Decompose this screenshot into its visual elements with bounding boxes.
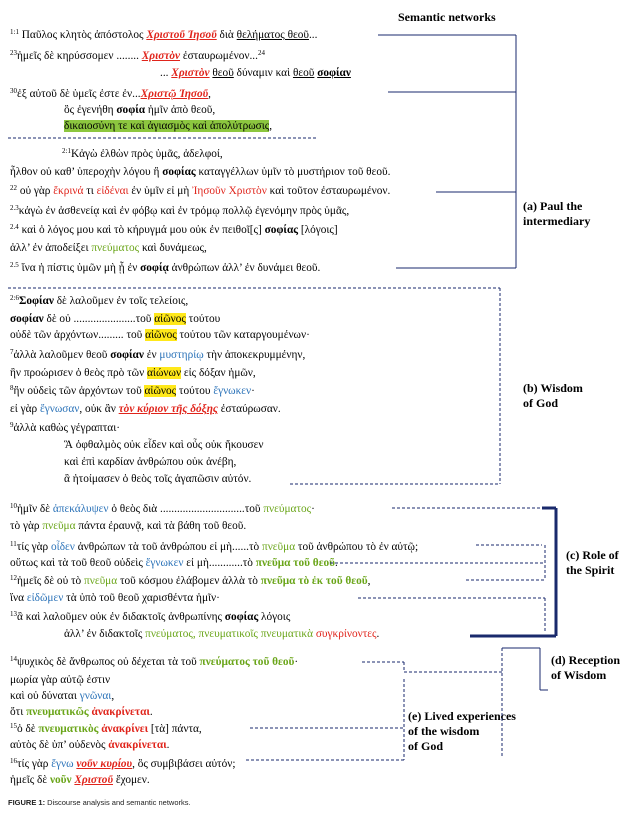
text-line: $^{15}$ὁ δὲ πνευματικὸς ἀνακρίνει [τὰ] πάντα, — [10, 722, 202, 735]
text-line: $^{2.3}$κἀγὼ ἐν ἀσθενείᾳ καὶ ἐν φόβῳ καὶ ἐν τρόμῳ πολλῷ ἐγενόμην πρὸς ὑμᾶς, — [10, 204, 350, 217]
text-line: αὐτὸς δὲ ὑπ’ οὐδενὸς ἀνακρίνεται. — [10, 739, 170, 751]
text-line: Ἃ ὀφθαλμὸς οὐκ εἶδεν καὶ οὖς οὐκ ἤκουσεν — [64, 439, 264, 451]
text-line: $^{22}$ οὐ γὰρ ἔκρινά τι εἰδέναι ἐν ὑμῖν εἰ μὴ Ἰησοῦν Χριστὸν καὶ τοῦτον ἐσταυρωμένον. — [10, 184, 391, 197]
text-line: $^{2.4}$ καὶ ὁ λόγος μου καὶ τὸ κήρυγμά μου οὐκ ἐν πειθοῖ[ς] σοφίας [λόγοις] — [10, 223, 338, 236]
label-wisdom-of-god: (b) Wisdom of God — [523, 381, 583, 410]
text-line: $^{30}$ἐξ αὐτοῦ δὲ ὑμεῖς ἐστε ἐν...Χριστῷ Ἰησοῦ, — [10, 87, 211, 100]
text-line: $^{2.5}$ ἵνα ἡ πίστις ὑμῶν μὴ ᾖ ἐν σοφίᾳ ἀνθρώπων ἀλλ’ ἐν δυνάμει θεοῦ. — [10, 261, 321, 274]
text-line: $^{2:6}$Σοφίαν δὲ λαλοῦμεν ἐν τοῖς τελείοις, — [10, 294, 189, 307]
text-line: $^{14}$ψυχικὸς δὲ ἄνθρωπος οὐ δέχεται τὰ τοῦ πνεύματος τοῦ θεοῦ· — [10, 655, 299, 668]
text-line: $^{11}$τίς γὰρ οἶδεν ἀνθρώπων τὰ τοῦ ἀνθρώπου εἰ μὴ......τὸ πνεῦμα τοῦ ἀνθρώπου τὸ ἐν αὐτῷ; — [10, 540, 419, 553]
text-line: ἡμεῖς δὲ νοῦν Χριστοῦ ἔχομεν. — [10, 774, 150, 786]
text-line: $^7$ἀλλὰ λαλοῦμεν θεοῦ σοφίαν ἐν μυστηρίῳ τὴν ἀποκεκρυμμένην, — [10, 348, 306, 361]
text-line: $^{1:1}$ Παῦλος κλητὸς ἀπόστολος Χριστοῦ Ἰησοῦ διὰ θελήματος θεοῦ... — [10, 28, 318, 41]
text-line: τὸ γὰρ πνεῦμα πάντα ἐραυνᾷ, καὶ τὰ βάθη τοῦ θεοῦ. — [10, 520, 247, 532]
label-lived-experiences: (e) Lived experiences of the wisdom of God — [408, 709, 516, 753]
text-line: $^{10}$ἡμῖν δὲ ἀπεκάλυψεν ὁ θεὸς διὰ ..............................τοῦ πνεύματος· — [10, 502, 315, 515]
text-line: $^{23}$ἡμεῖς δὲ κηρύσσομεν ........ Χριστὸν ἐσταυρωμένον...$^{24}$ — [10, 49, 265, 62]
text-line: οὕτως καὶ τὰ τοῦ θεοῦ οὐδεὶς ἔγνωκεν εἰ μὴ............τὸ πνεῦμα τοῦ θεοῦ. — [10, 557, 338, 569]
label-reception-of-wisdom: (d) Reception of Wisdom — [551, 653, 620, 682]
text-line: ... Χριστὸν θεοῦ δύναμιν καὶ θεοῦ σοφίαν — [160, 67, 351, 79]
text-line: ἀλλ’ ἐν διδακτοῖς πνεύματος, πνευματικοῖς πνευματικὰ συγκρίνοντες. — [64, 628, 380, 640]
header-title: Semantic networks — [398, 10, 496, 24]
text-line: εἰ γὰρ ἔγνωσαν, οὐκ ἂν τὸν κύριον τῆς δόξης ἐσταύρωσαν. — [10, 403, 281, 415]
label-paul-intermediary: (a) Paul the intermediary — [523, 199, 591, 228]
text-line: $^8$ἣν οὐδεὶς τῶν ἀρχόντων τοῦ αἰῶνος τούτου ἔγνωκεν· — [10, 384, 255, 397]
text-line: ἦλθον οὐ καθ’ ὑπεροχὴν λόγου ἢ σοφίας καταγγέλλων ὑμῖν τὸ μυστήριον τοῦ θεοῦ. — [10, 166, 391, 178]
text-line: $^{2:1}$Κἀγὼ ἐλθὼν πρὸς ὑμᾶς, ἀδελφοί, — [62, 147, 223, 160]
text-line: δικαιοσύνη τε καὶ ἁγιασμὸς καὶ ἀπολύτρωσις, — [64, 120, 273, 132]
text-line: $^{12}$ἡμεῖς δὲ οὐ τὸ πνεῦμα τοῦ κόσμου ἐλάβομεν ἀλλὰ τὸ πνεῦμα τὸ ἐκ τοῦ θεοῦ, — [10, 574, 371, 587]
text-line: μωρία γὰρ αὐτῷ ἐστιν — [10, 674, 111, 686]
text-line: ἃ ἡτοίμασεν ὁ θεὸς τοῖς ἀγαπῶσιν αὐτόν. — [64, 473, 252, 485]
text-line: ἣν προώρισεν ὁ θεὸς πρὸ τῶν αἰώνων εἰς δόξαν ἡμῶν, — [10, 367, 256, 379]
label-role-of-spirit: (c) Role of the Spirit — [566, 548, 619, 577]
text-line: ἀλλ’ ἐν ἀποδείξει πνεύματος καὶ δυνάμεως, — [10, 242, 207, 254]
text-line: $^{16}$τίς γὰρ ἔγνω νοῦν κυρίου, ὃς συμβιβάσει αὐτόν; — [10, 757, 236, 770]
text-line: ὅτι πνευματικῶς ἀνακρίνεται. — [10, 706, 153, 718]
text-line: ὃς ἐγενήθη σοφία ἡμῖν ἀπὸ θεοῦ, — [64, 104, 216, 116]
text-line: ἵνα εἰδῶμεν τὰ ὑπὸ τοῦ θεοῦ χαρισθέντα ἡμῖν· — [10, 592, 220, 604]
text-line: σοφίαν δὲ οὐ ......................τοῦ αἰῶνος τούτου — [10, 313, 221, 325]
text-line: οὐδὲ τῶν ἀρχόντων......... τοῦ αἰῶνος τούτου τῶν καταργουμένων· — [10, 329, 310, 341]
figure-caption: FIGURE 1: Discourse analysis and semantic networks. — [8, 798, 191, 807]
text-line: $^{13}$ἃ καὶ λαλοῦμεν οὐκ ἐν διδακτοῖς ἀνθρωπίνης σοφίας λόγοις — [10, 610, 291, 623]
text-line: καὶ ἐπὶ καρδίαν ἀνθρώπου οὐκ ἀνέβη, — [64, 456, 237, 468]
text-line: καὶ οὐ δύναται γνῶναι, — [10, 690, 115, 702]
text-line: $^9$ἀλλὰ καθὼς γέγραπται· — [10, 421, 121, 434]
